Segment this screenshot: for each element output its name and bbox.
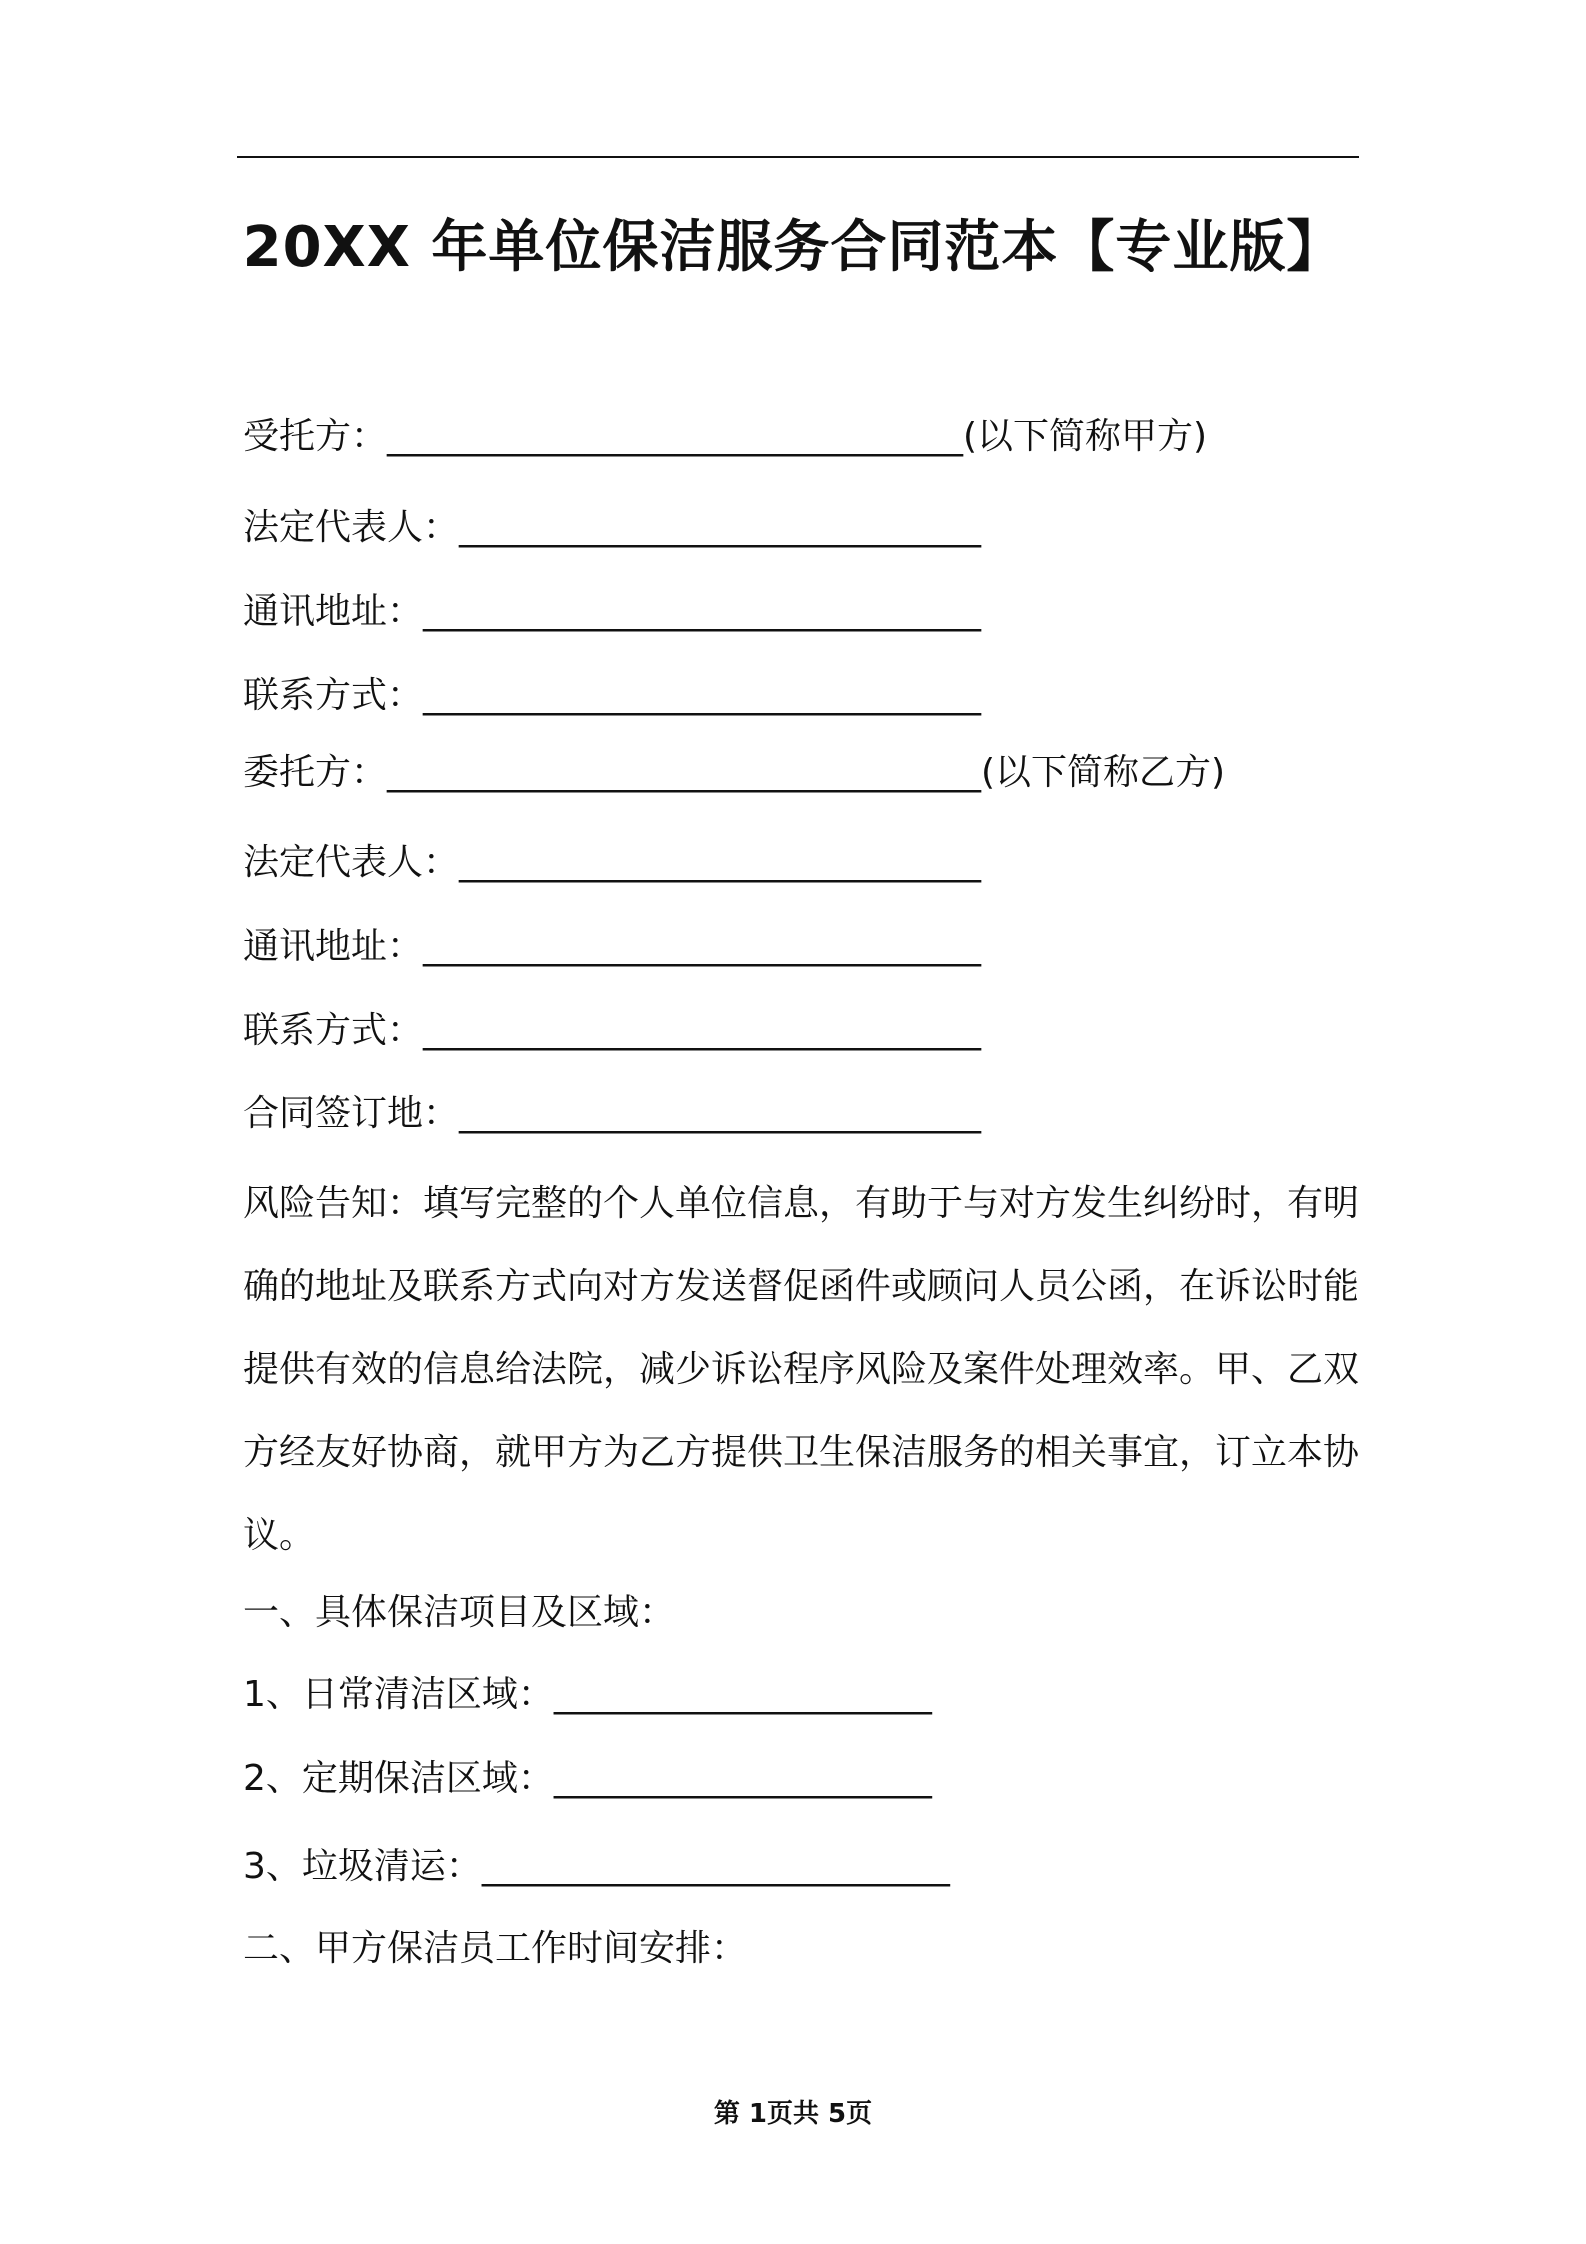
field-legal-rep-a: 法定代表人：_____________________________: [243, 507, 982, 548]
document-title: 20XX 年单位保洁服务合同范本【专业版】: [242, 215, 1344, 280]
field-trustee: 受托方：________________________________(以下简称甲方): [243, 416, 1208, 457]
field-address-b: 通讯地址：_______________________________: [243, 926, 982, 967]
section-heading-1: 一、具体保洁项目及区域：: [243, 1592, 676, 1633]
field-contact-a: 联系方式：_______________________________: [243, 675, 982, 716]
field-client: 委托方：_________________________________(以下简称乙方): [243, 752, 1226, 793]
field-signing-place: 合同签订地：_____________________________: [243, 1093, 982, 1134]
section1-item-garbage: 3、垃圾清运：__________________________: [243, 1846, 950, 1887]
section1-item-daily: 1、日常清洁区域：_____________________: [243, 1674, 932, 1715]
section-heading-2: 二、甲方保洁员工作时间安排：: [243, 1928, 748, 1969]
field-contact-b: 联系方式：_______________________________: [243, 1010, 982, 1051]
field-legal-rep-b: 法定代表人：_____________________________: [243, 842, 982, 883]
page-footer: 第 1页共 5页: [713, 2099, 873, 2129]
field-address-a: 通讯地址：_______________________________: [243, 591, 982, 632]
risk-notice-paragraph: 风险告知：填写完整的个人单位信息，有助于与对方发生纠纷时，有明确的地址及联系方式向对方发送督促函件或顾问人员公函，在诉讼时能提供有效的信息给法院，减少诉讼程序风险及案件处理效率。甲、乙双方经友好协商，就甲方为乙方提供卫生保洁服务的相关事宜，订立本协议。: [243, 1183, 1360, 1556]
section1-item-periodic: 2、定期保洁区域：_____________________: [243, 1758, 932, 1799]
header-rule: [237, 156, 1359, 158]
